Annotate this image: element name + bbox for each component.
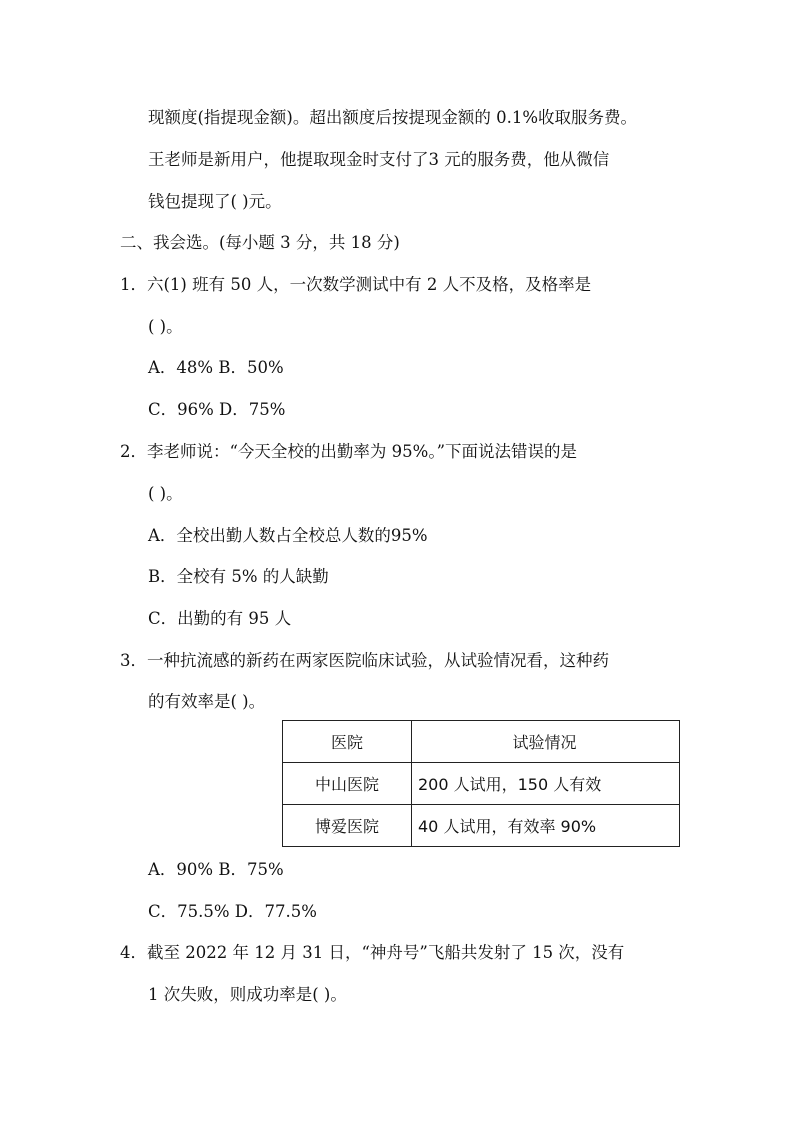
q3-blank: 的有效率是( )。 — [148, 692, 266, 711]
table-cell: 中山医院 — [283, 763, 412, 805]
q3-stem: 3．一种抗流感的新药在两家医院临床试验，从试验情况看，这种药 — [120, 651, 609, 670]
table-row — [283, 763, 680, 805]
table-header-cell: 医院 — [283, 721, 412, 763]
trial-table — [282, 720, 680, 847]
table-cell: 40 人试用，有效率 90% — [412, 805, 680, 847]
q2-option-c: C．出勤的有 95 人 — [148, 609, 292, 628]
continuation-line-3: 钱包提现了( )元。 — [148, 192, 282, 211]
table-header-cell: 试验情况 — [412, 721, 680, 763]
q2-blank: ( )。 — [148, 484, 183, 503]
continuation-line-1: 现额度(指提现金额)。超出额度后按提现金额的 0.1%收取服务费。 — [148, 108, 638, 127]
table-cell: 博爱医院 — [283, 805, 412, 847]
q4-stem: 4．截至 2022 年 12 月 31 日，“神舟号”飞船共发射了 15 次，没有 — [120, 943, 625, 962]
q1-options-ab: A．48% B．50% — [148, 358, 284, 377]
table-header-row — [283, 721, 680, 763]
q2-stem: 2．李老师说：“今天全校的出勤率为 95%。”下面说法错误的是 — [120, 442, 578, 461]
q4-blank: 1 次失败，则成功率是( )。 — [148, 985, 347, 1004]
q3-options-cd: C．75.5% D．77.5% — [148, 902, 317, 921]
section-title: 二、我会选。(每小题 3 分，共 18 分) — [120, 233, 400, 252]
q2-option-a: A．全校出勤人数占全校总人数的95% — [148, 526, 428, 545]
q2-option-b: B．全校有 5% 的人缺勤 — [148, 567, 329, 586]
q1-options-cd: C．96% D．75% — [148, 400, 286, 419]
continuation-line-2: 王老师是新用户，他提取现金时支付了3 元的服务费，他从微信 — [148, 150, 610, 169]
q1-blank: ( )。 — [148, 317, 183, 336]
table-row — [283, 805, 680, 847]
table-cell: 200 人试用，150 人有效 — [412, 763, 680, 805]
q3-options-ab: A．90% B．75% — [148, 860, 284, 879]
q1-stem: 1．六(1) 班有 50 人，一次数学测试中有 2 人不及格，及格率是 — [120, 275, 592, 294]
